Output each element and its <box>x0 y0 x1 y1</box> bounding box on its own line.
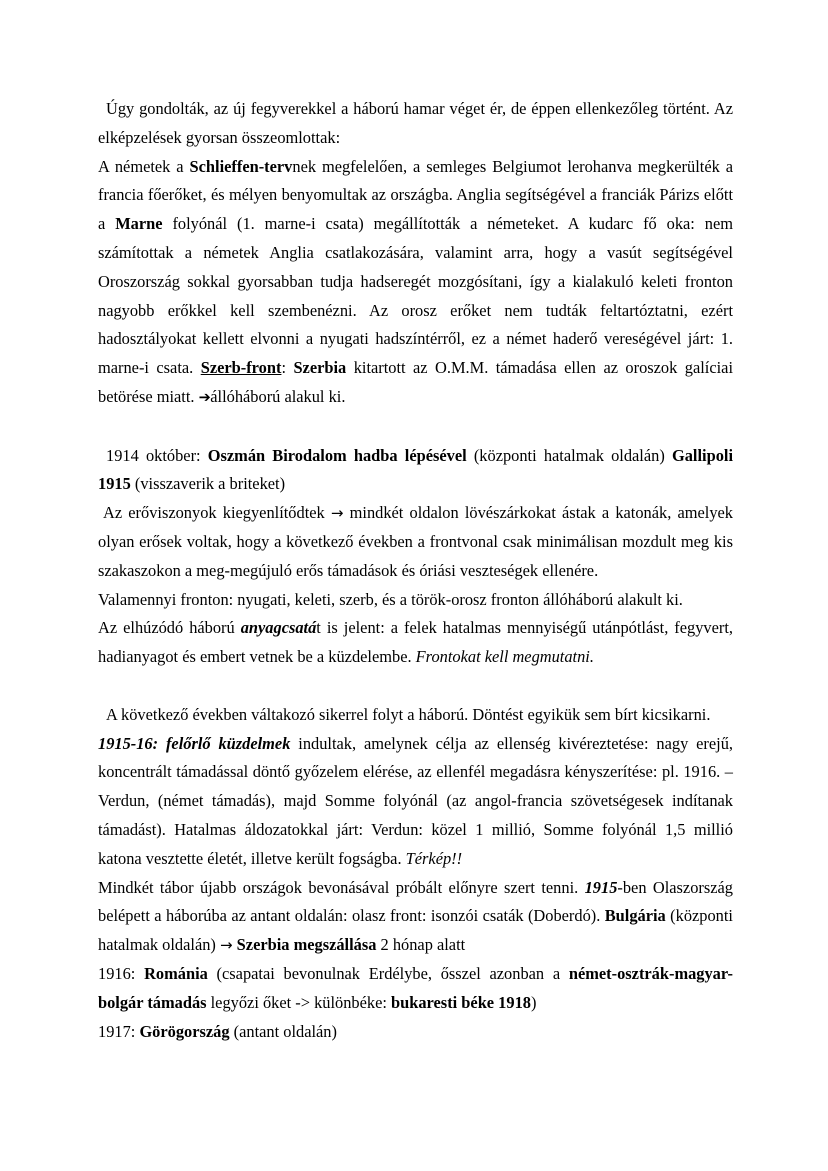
text-run: 1917: <box>98 1021 140 1041</box>
emphasis-bold: Bulgária <box>604 906 666 926</box>
text-run: (központi hatalmak oldalán) <box>98 906 733 955</box>
text-run: kitartott az O.M.M. támadása ellen az oroszok galíciai betörése miatt. <box>98 358 733 406</box>
text-run: indultak, amelynek célja az ellenség kivéreztetése: nagy erejű, koncentrált támadással döntő győzelem elérése, az ellenfél megadásra kényszerítése: pl. 1916. – Verdun, (német támadás), majd Somme folyónál (az angol-francia szövetségesek indítanak támadást). Hatalmas áldozatokkal járt: Verdun: közel 1 millió, Somme folyónál 1,5 millió katona vesztette életét, illetve került fogságba. <box>98 733 733 868</box>
paragraph-intro <box>98 95 733 153</box>
emphasis-bold: bukaresti béke 1918 <box>391 992 531 1012</box>
emphasis-bold-underline: Szerb-front <box>200 358 282 378</box>
text-run: legyőzi őket -> különbéke: <box>206 992 392 1012</box>
paragraph-valamennyi <box>98 586 733 615</box>
paragraph-schlieffen <box>98 153 733 413</box>
emphasis-bold: Oszmán Birodalom hadba lépésével <box>207 445 467 465</box>
emphasis-bold: Görögország <box>139 1021 230 1041</box>
emphasis-bold: Szerbia megszállása <box>236 935 377 955</box>
text-run: ) <box>530 992 537 1012</box>
text-run: 1916: <box>98 963 145 983</box>
text-run: (csapatai bevonulnak Erdélybe, ősszel azonban a <box>207 963 569 983</box>
text-run: Az erőviszonyok kiegyenlítődtek <box>103 503 331 523</box>
text-run: -ben Olaszország belépett a háborúba az antant oldalán: olasz front: isonzói csaták (Doberdó). <box>98 877 733 926</box>
emphasis-bold: Gallipoli 1915 <box>98 445 733 494</box>
paragraph-eroviszonyok <box>98 499 733 585</box>
emphasis-bold: Románia <box>144 963 208 983</box>
paragraph-gorogorszag <box>98 1018 733 1047</box>
text-run: nek megfelelően, a semleges Belgiumot lerohanva megkerülték a francia főerőket, és mélyen benyomultak az országba. Anglia segítségével a franciák Párizs előtt a <box>98 156 733 234</box>
text-run: állóháború alakul ki. <box>210 386 346 406</box>
text-run: mindkét oldalon lövészárkokat ástak a katonák, amelyek olyan erősek voltak, hogy a következő években a frontvonal csak minimálisan mozdult meg kis szakaszokon a meg-megújuló erős támadások és óriási veszteségek ellenére. <box>98 503 733 580</box>
paragraph-osman <box>98 442 733 500</box>
text-run: Mindkét tábor újabb országok bevonásával próbált előnyre szert tenni. <box>98 877 585 897</box>
paragraph-anyagcsata <box>98 614 733 672</box>
text-run: A következő években váltakozó sikerrel folyt a háború. Döntést egyikük sem bírt kicsikarni. <box>106 704 711 724</box>
document-body <box>98 95 733 1046</box>
arrow-right-icon: → <box>219 936 233 955</box>
text-run: (központi hatalmak oldalán) <box>466 445 672 465</box>
text-run: t is jelent: a felek hatalmas mennyiségű utánpótlást, fegyvert, hadianyagot és embert vetnek be a küzdelembe. <box>98 618 733 667</box>
text-run: : <box>281 358 294 378</box>
paragraph-spacer <box>98 672 733 701</box>
text-run: (visszaverik a briteket) <box>130 474 286 494</box>
arrow-right-thick-icon: ➔ <box>198 389 211 406</box>
emphasis-bold: Szerbia <box>293 358 347 378</box>
text-run: 1914 október: <box>106 445 208 465</box>
text-run: Úgy gondolták, az új fegyverekkel a háború hamar véget ér, de éppen ellenkezőleg történt. Az elképzelések gyorsan összeomlottak: <box>98 99 733 147</box>
emphasis-bold-italic: 1915 <box>584 877 618 897</box>
text-run: Az elhúzódó háború <box>98 618 241 638</box>
emphasis-bold: Schlieffen-terv <box>189 156 293 176</box>
paragraph-mindket-tabor <box>98 874 733 960</box>
emphasis-italic: Térkép!! <box>405 848 463 868</box>
paragraph-spacer <box>98 413 733 442</box>
emphasis-bold-italic: anyagcsatá <box>240 618 317 638</box>
text-run: Valamennyi fronton: nyugati, keleti, szerb, és a török-orosz fronton állóháború alakult ki. <box>98 589 683 609</box>
emphasis-bold: német-osztrák-magyar-bolgár támadás <box>98 963 734 1012</box>
arrow-right-icon: → <box>330 504 344 523</box>
text-run: (antant oldalán) <box>229 1021 337 1041</box>
emphasis-italic: Frontokat kell megmutatni. <box>415 647 594 667</box>
paragraph-romania <box>98 960 733 1018</box>
paragraph-valtakozo <box>98 701 733 730</box>
emphasis-bold: Marne <box>115 214 163 234</box>
paragraph-felorlo <box>98 730 733 874</box>
text-run: A németek a <box>98 156 190 176</box>
emphasis-bold-italic: 1915-16: felőrlő küzdelmek <box>98 733 291 753</box>
text-run: folyónál (1. marne-i csata) megállították a németeket. A kudarc fő oka: nem számítottak a németek Anglia csatlakozására, valamint arra, hogy a vasút segítségével Oroszország sokkal gyorsabban tudja hadseregét mozgósítani, így a kialakuló keleti fronton nagyobb erőkkel kell szembenézni. Az orosz erőket nem tudták feltartóztatni, ezért hadosztályokat kellett elvonni a nyugati hadszíntérről, ez a német haderő vereségével járt: 1. marne-i csata. <box>98 214 733 378</box>
text-run: 2 hónap alatt <box>376 935 466 955</box>
